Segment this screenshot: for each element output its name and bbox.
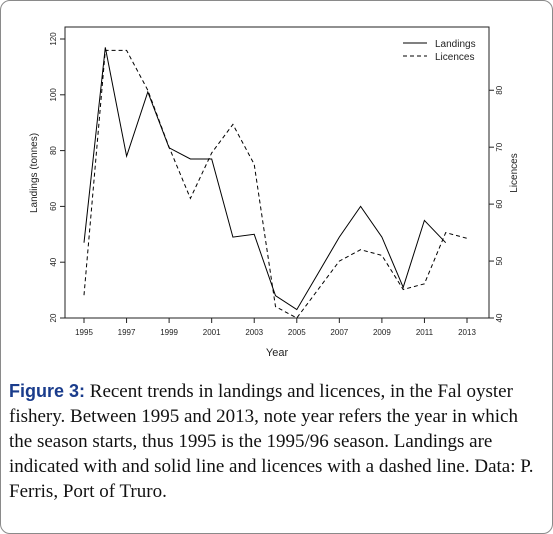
series-layer: [84, 47, 467, 318]
y2-tick-label: 80: [495, 85, 504, 95]
x-axis-label: Year: [265, 347, 289, 359]
x-tick-label: 1995: [75, 328, 93, 337]
y2-tick-label: 50: [495, 256, 504, 266]
figure-caption: [9, 379, 545, 504]
y-tick-label: 100: [49, 88, 58, 102]
x-tick-label: 2001: [202, 328, 221, 337]
y-tick-label: 20: [49, 313, 58, 323]
left-y-axis: [49, 32, 65, 323]
x-tick-label: 2011: [415, 328, 434, 337]
legend-licences-label: Licences: [435, 52, 475, 63]
plot-frame: [65, 27, 489, 318]
y-axis-label: Landings (tonnes): [29, 132, 40, 214]
x-tick-label: 2007: [330, 328, 349, 337]
y2-tick-label: 40: [495, 313, 504, 323]
caption-label: Figure 3:: [9, 381, 86, 401]
x-tick-label: 2003: [245, 328, 264, 337]
y2-axis-label: Licences: [509, 153, 520, 193]
caption-text: Recent trends in landings and licences, in the Fal oyster fishery. Between 1995 and 2013, note year refers the year in which the season starts, thus 1995 is the 1995/96 season. Landings are indicated with and solid line and licences with a dashed line. Data: P. Ferris, Port of Truro.: [9, 381, 534, 502]
y2-tick-label: 70: [495, 142, 504, 152]
y-tick-label: 40: [49, 257, 58, 267]
y2-tick-label: 60: [495, 199, 504, 209]
x-tick-label: 2009: [372, 328, 391, 337]
x-tick-label: 2013: [458, 328, 476, 337]
right-y-axis: [489, 85, 504, 322]
legend-landings-label: Landings: [435, 39, 476, 50]
x-tick-label: 2005: [287, 328, 306, 337]
x-tick-label: 1999: [160, 328, 179, 337]
licences-line: [84, 50, 467, 318]
x-axis: [75, 318, 476, 337]
x-tick-label: 1997: [117, 328, 136, 337]
chart: [1, 1, 553, 371]
y-tick-label: 80: [49, 146, 58, 156]
y-tick-label: 60: [49, 201, 58, 211]
legend: [403, 39, 476, 63]
y-tick-label: 120: [49, 32, 58, 46]
